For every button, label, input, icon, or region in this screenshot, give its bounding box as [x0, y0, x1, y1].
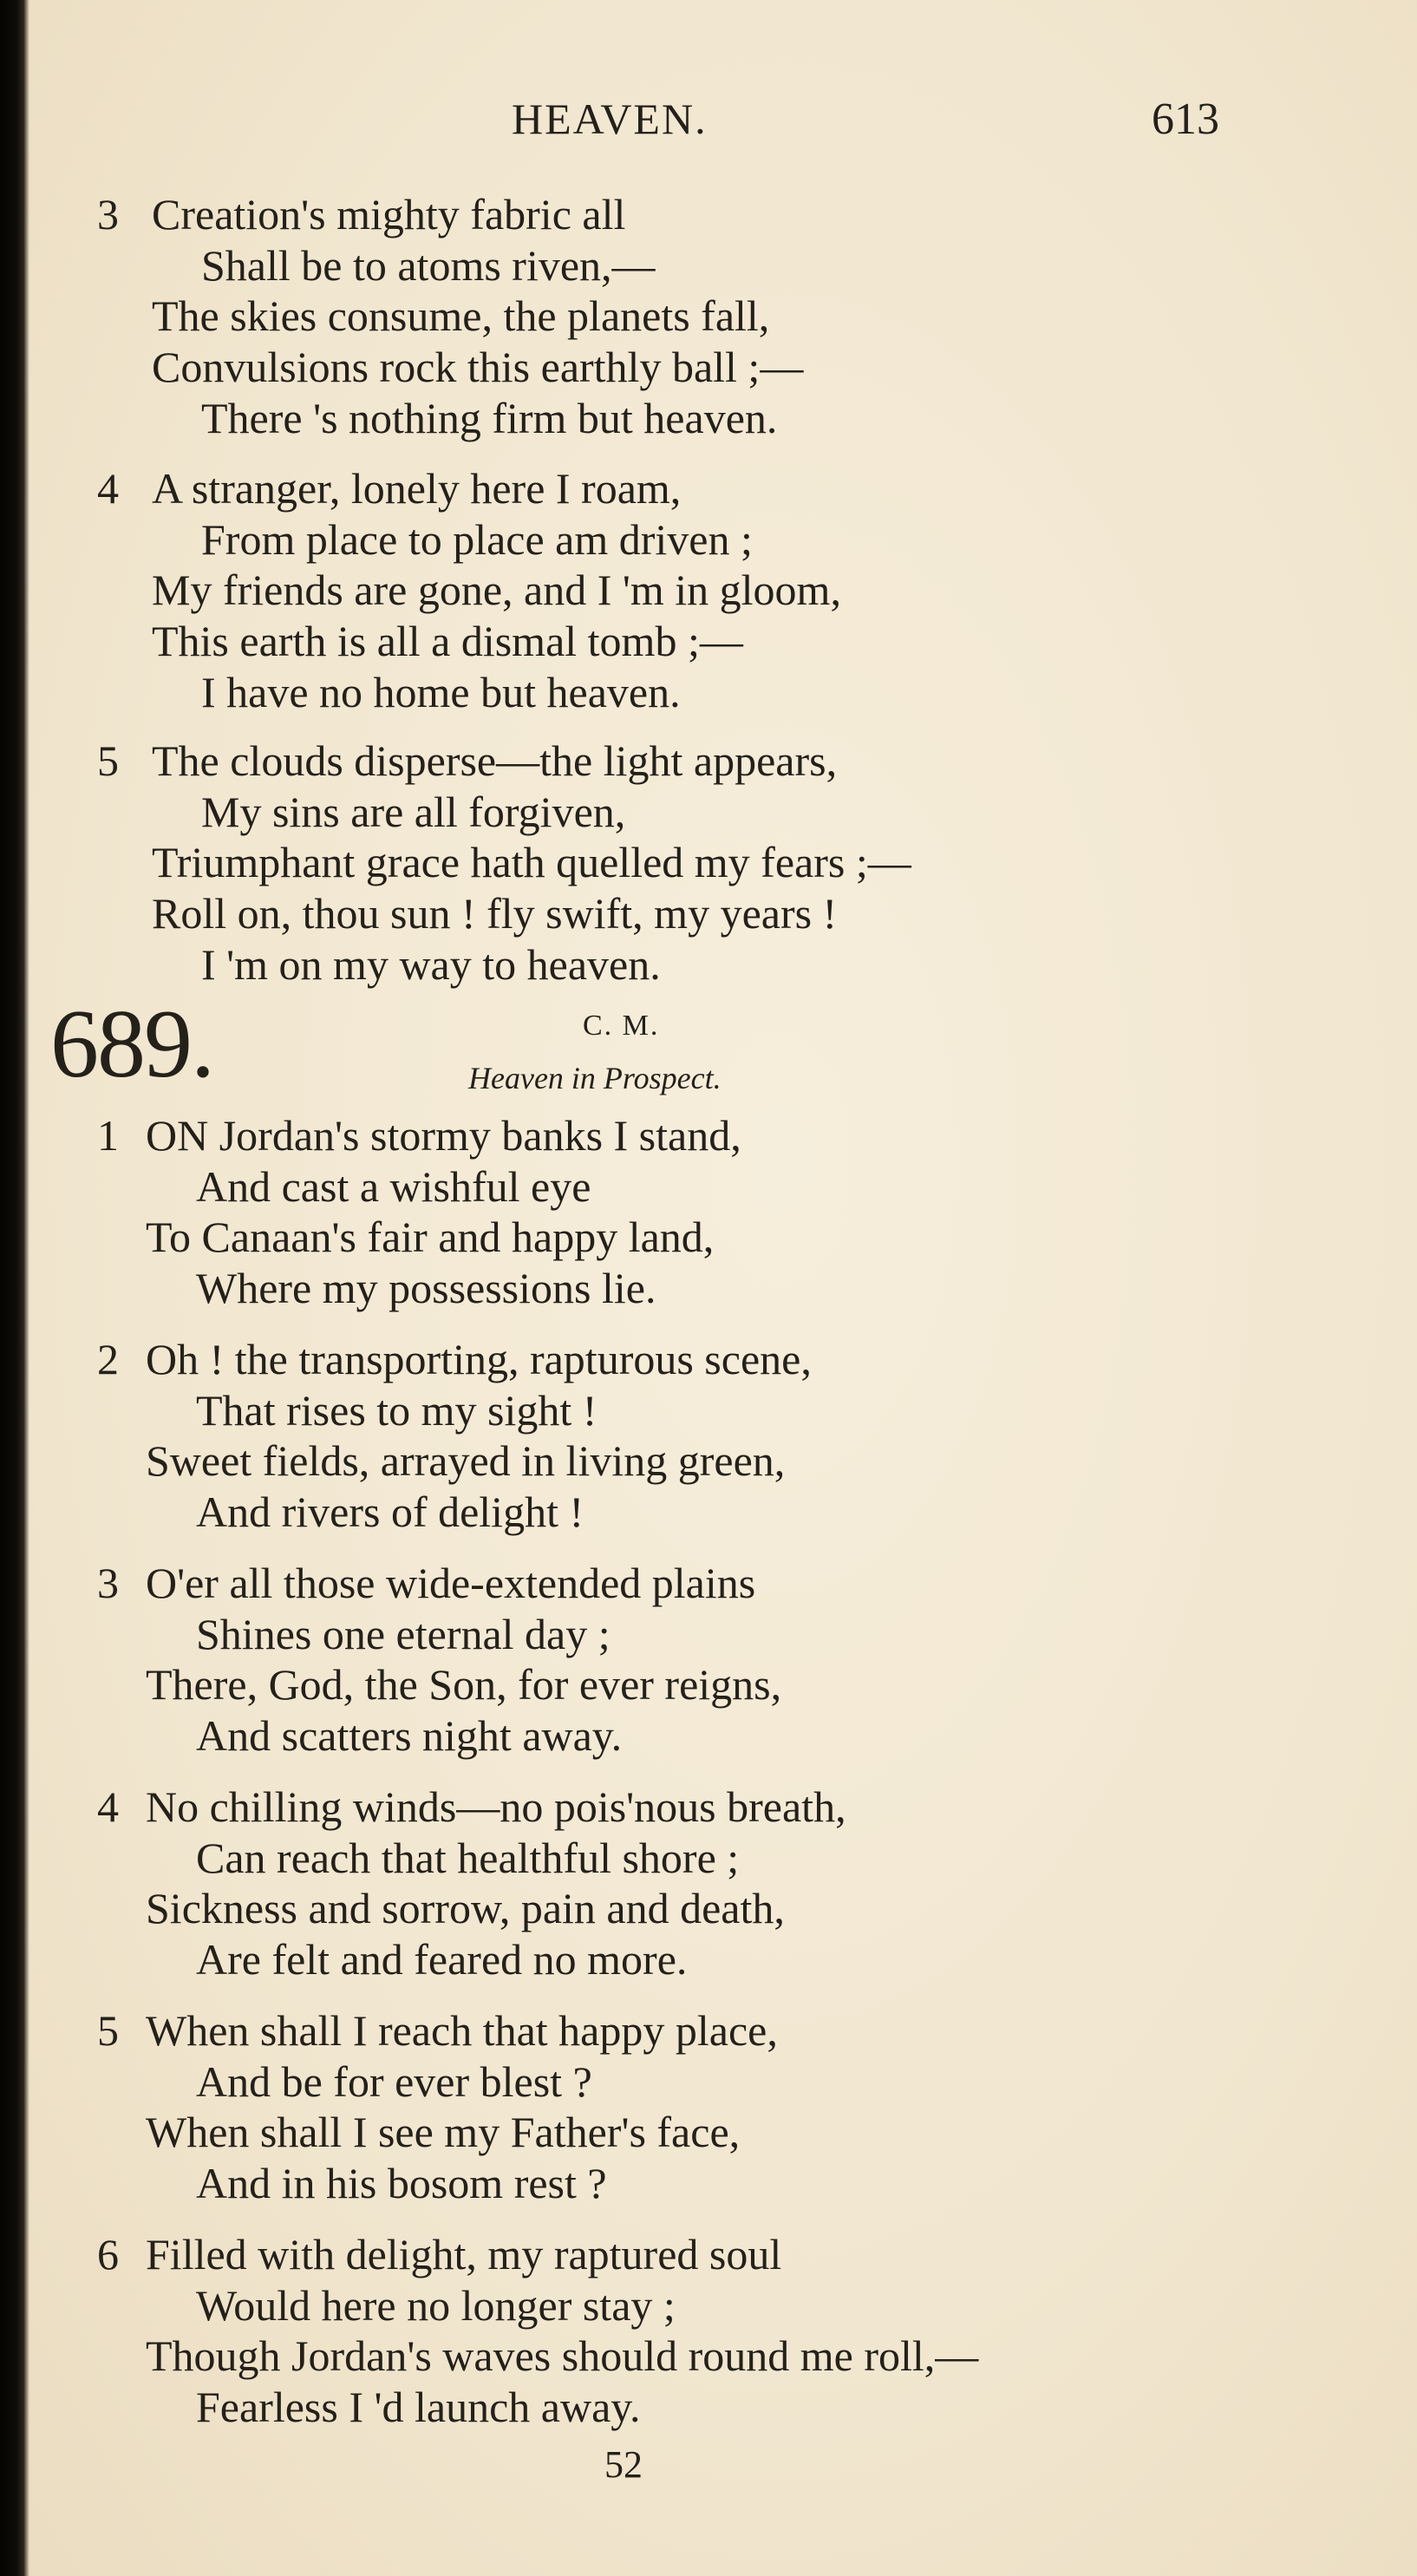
verse-number: 1 [97, 1111, 119, 1160]
verse-line: This earth is all a dismal tomb ;— [152, 617, 743, 665]
hymn-title: Heaven in Prospect. [468, 1061, 722, 1095]
verse-line: To Canaan's fair and happy land, [146, 1213, 715, 1261]
verse-number: 4 [97, 1782, 119, 1831]
verse-line: Where my possessions lie. [196, 1264, 656, 1312]
hymn-meter: C. M. [583, 1010, 660, 1042]
verse-line: There 's nothing firm but heaven. [201, 394, 778, 442]
page-number: 613 [1152, 95, 1219, 144]
verse-line: And cast a wishful eye [196, 1162, 591, 1211]
verse-line: And in his bosom rest ? [196, 2159, 607, 2207]
verse-line: Shines one eternal day ; [196, 1610, 611, 1658]
verse-line: Sweet fields, arrayed in living green, [146, 1436, 786, 1485]
verse-number: 6 [97, 2230, 119, 2279]
hymn-number: 689. [50, 991, 213, 1098]
verse-line: No chilling winds—no pois'nous breath, [146, 1782, 846, 1831]
verse-number: 5 [97, 736, 119, 785]
verse-line: Can reach that healthful shore ; [196, 1834, 740, 1882]
verse-line: I 'm on my way to heaven. [201, 940, 661, 989]
verse-number: 3 [97, 190, 119, 239]
verse-number: 4 [97, 464, 119, 513]
verse-line: Filled with delight, my raptured soul [146, 2230, 782, 2279]
verse-line: ON Jordan's stormy banks I stand, [146, 1111, 741, 1160]
verse-number: 5 [97, 2006, 119, 2055]
verse-line: And scatters night away. [196, 1711, 623, 1760]
verse-line: There, God, the Son, for ever reigns, [146, 1660, 782, 1709]
verse-line: My sins are all forgiven, [201, 788, 626, 836]
verse-line: Convulsions rock this earthly ball ;— [152, 343, 804, 391]
verse-line: From place to place am driven ; [201, 515, 753, 564]
verse-line: The clouds disperse—the light appears, [152, 736, 838, 785]
verse-line: When shall I see my Father's face, [146, 2108, 741, 2156]
verse-line: Are felt and feared no more. [196, 1935, 688, 1984]
signature-mark: 52 [604, 2443, 643, 2486]
verse-line: Shall be to atoms riven,— [201, 241, 656, 290]
verse-number: 2 [97, 1335, 119, 1383]
verse-line: Fearless I 'd launch away. [196, 2383, 641, 2431]
verse-line: And rivers of delight ! [196, 1487, 584, 1536]
verse-line: O'er all those wide-extended plains [146, 1559, 756, 1607]
verse-line: Triumphant grace hath quelled my fears ;— [152, 838, 911, 886]
verse-line: The skies consume, the planets fall, [152, 291, 770, 340]
verse-line: A stranger, lonely here I roam, [152, 464, 682, 513]
verse-line: I have no home but heaven. [201, 668, 681, 716]
verse-number: 3 [97, 1559, 119, 1607]
verse-line: That rises to my sight ! [196, 1386, 597, 1435]
verse-line: And be for ever blest ? [196, 2057, 592, 2106]
verse-line: Roll on, thou sun ! fly swift, my years ! [152, 889, 838, 938]
verse-line: Oh ! the transporting, rapturous scene, [146, 1335, 812, 1383]
verse-line: Sickness and sorrow, pain and death, [146, 1884, 785, 1932]
verse-line: Would here no longer stay ; [196, 2281, 676, 2330]
verse-line: When shall I reach that happy place, [146, 2006, 778, 2055]
verse-line: Creation's mighty fabric all [152, 190, 626, 239]
book-spine-shadow [0, 0, 29, 2576]
verse-line: My friends are gone, and I 'm in gloom, [152, 566, 841, 614]
verse-line: Though Jordan's waves should round me roll,— [146, 2331, 979, 2380]
running-head: HEAVEN. [512, 95, 708, 143]
